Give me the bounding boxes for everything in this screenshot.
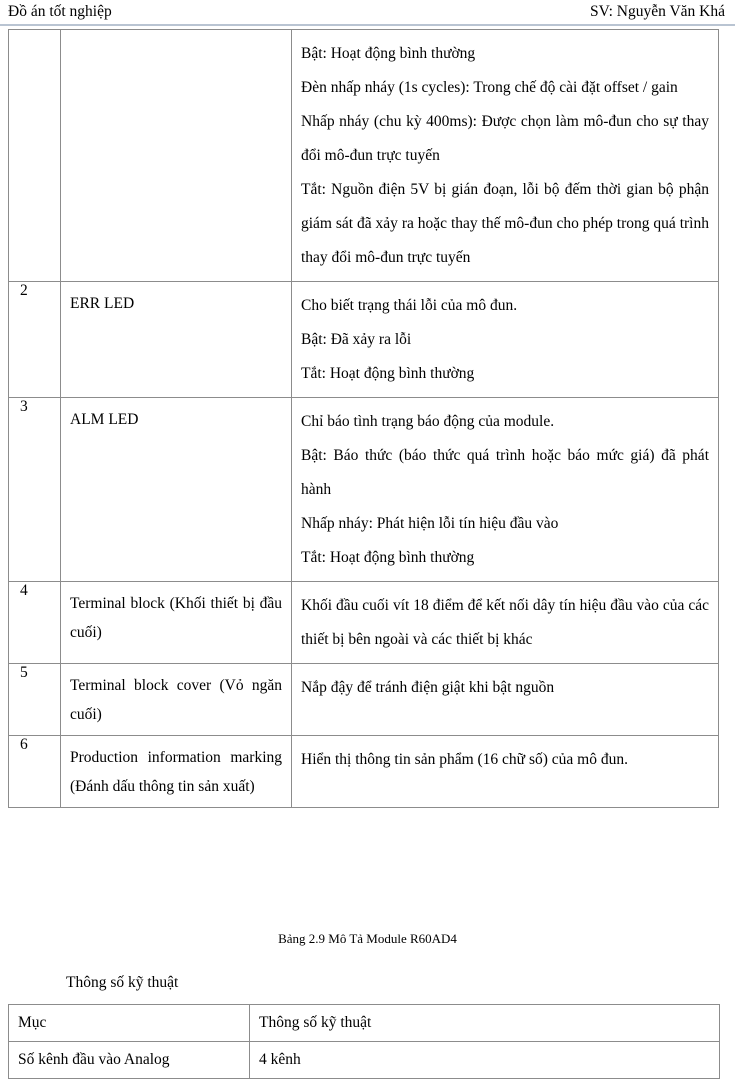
row-description xyxy=(292,664,718,711)
row-description xyxy=(292,30,718,281)
table-row xyxy=(9,664,719,736)
spec-header-item: Mục xyxy=(9,1005,250,1042)
row-number-cell xyxy=(9,30,61,282)
table-row xyxy=(9,30,719,282)
description-line: Tắt: Nguồn điện 5V bị gián đoạn, lỗi bộ đếm thời gian bộ phận giám sát đã xảy ra hoặc thay thế mô-đun cho phép trong quá trình thay đổi mô-đun trực tuyến xyxy=(301,181,709,266)
row-name-cell xyxy=(61,664,292,736)
row-description-cell xyxy=(292,30,719,282)
row-number: 2 xyxy=(20,282,28,299)
row-description xyxy=(292,282,718,397)
row-name-cell xyxy=(61,736,292,808)
spec-item: Số kênh đầu vào Analog xyxy=(9,1042,250,1079)
row-number: 3 xyxy=(20,398,28,415)
description-line: Nắp đậy để tránh điện giật khi bật nguồn xyxy=(301,679,555,696)
description-line: Nhấp nháy (chu kỳ 400ms): Được chọn làm mô-đun cho sự thay đổi mô-đun trực tuyến xyxy=(301,113,709,164)
row-name-cell xyxy=(61,582,292,664)
header-right-student: SV: Nguyễn Văn Khá xyxy=(589,3,725,20)
row-description-cell xyxy=(292,398,719,582)
row-name: Production information marking (Đánh dấu thông tin sản xuất) xyxy=(70,749,282,795)
row-description-cell xyxy=(292,282,719,398)
description-line: Bật: Hoạt động bình thường xyxy=(301,45,476,62)
table-row xyxy=(9,582,719,664)
row-description xyxy=(292,736,718,783)
table-row xyxy=(9,736,719,808)
row-name-cell xyxy=(61,398,292,582)
description-line: Bật: Báo thức (báo thức quá trình hoặc báo mức giá) đã phát hành xyxy=(301,447,709,498)
row-number-cell xyxy=(9,736,61,808)
row-number-cell xyxy=(9,664,61,736)
row-number: 5 xyxy=(20,664,28,681)
description-line: Nhấp nháy: Phát hiện lỗi tín hiệu đầu vào xyxy=(301,515,559,532)
row-name xyxy=(61,30,291,43)
section-subheading: Thông số kỹ thuật xyxy=(66,974,179,991)
row-number-cell xyxy=(9,282,61,398)
row-description xyxy=(292,582,718,663)
specification-table-wrapper xyxy=(8,1004,719,1079)
header-left-title: Đồ án tốt nghiệp xyxy=(8,3,112,20)
spec-header-value: Thông số kỹ thuật xyxy=(250,1005,720,1042)
table-header-row xyxy=(9,1005,720,1042)
row-description-cell xyxy=(292,582,719,664)
table-row xyxy=(9,398,719,582)
row-name: ALM LED xyxy=(70,411,139,428)
row-name-cell xyxy=(61,30,292,282)
row-name: Terminal block cover (Vỏ ngăn cuối) xyxy=(70,677,282,723)
description-line: Hiển thị thông tin sản phẩm (16 chữ số) của mô đun. xyxy=(301,751,628,768)
specification-table xyxy=(8,1004,720,1079)
row-name: Terminal block (Khối thiết bị đầu cuối) xyxy=(70,595,282,641)
row-number-cell xyxy=(9,398,61,582)
page-header xyxy=(0,0,735,25)
row-name-cell xyxy=(61,282,292,398)
description-line: Khối đầu cuối vít 18 điểm để kết nối dây tín hiệu đầu vào của các thiết bị bên ngoài và các thiết bị khác xyxy=(301,597,709,648)
description-line: Tắt: Hoạt động bình thường xyxy=(301,365,475,382)
description-line: Tắt: Hoạt động bình thường xyxy=(301,549,475,566)
row-description-cell xyxy=(292,736,719,808)
row-number: 4 xyxy=(20,582,28,599)
description-line: Chỉ báo tình trạng báo động của module. xyxy=(301,413,555,430)
table-row xyxy=(9,282,719,398)
table-row xyxy=(9,1042,720,1079)
description-line: Cho biết trạng thái lỗi của mô đun. xyxy=(301,297,518,314)
module-description-table xyxy=(8,29,719,808)
spec-value: 4 kênh xyxy=(250,1042,720,1079)
row-number-cell xyxy=(9,582,61,664)
row-name: ERR LED xyxy=(70,295,135,312)
header-divider xyxy=(0,24,735,26)
description-line: Bật: Đã xảy ra lỗi xyxy=(301,331,412,348)
description-line: Đèn nhấp nháy (1s cycles): Trong chế độ cài đặt offset / gain xyxy=(301,79,678,96)
row-description xyxy=(292,398,718,581)
row-number xyxy=(9,30,60,43)
row-number: 6 xyxy=(20,736,28,753)
row-description-cell xyxy=(292,664,719,736)
table-caption: Bảng 2.9 Mô Tả Module R60AD4 xyxy=(278,931,457,946)
module-description-table-wrapper xyxy=(8,29,719,808)
